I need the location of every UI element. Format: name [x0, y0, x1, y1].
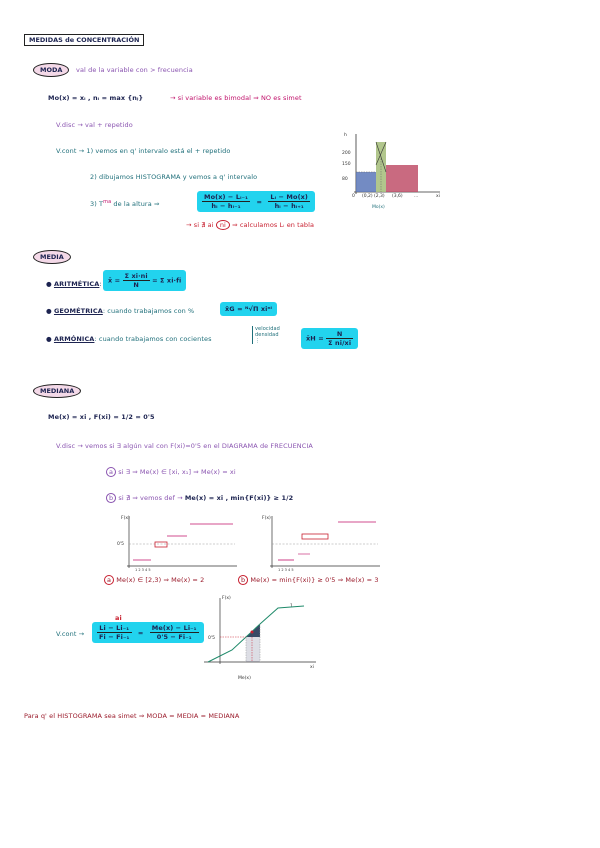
media-geo-row: ● GEOMÉTRICA: cuando trabajamos con % — [46, 307, 195, 315]
conclusion: Para q' el HISTOGRAMA sea simet ⇒ MODA = MEDIA = MEDIANA — [24, 712, 240, 720]
hist-x-mark: Mo(x) — [372, 205, 385, 210]
ogive-x-mark: Me(x) — [238, 676, 251, 681]
hist-x-tick-3: (3,6) — [392, 194, 403, 199]
hist-x-tick-1: (0,2) — [362, 194, 373, 199]
mediana-disc: V.disc → vemos si ∃ algún val con F(xi)=0'5 en el DIAGRAMA de FRECUENCIA — [56, 442, 313, 450]
media-arm-brace: velocidad densidad ⋮ — [252, 326, 280, 344]
hist-y-tick-200: 200 — [342, 151, 351, 156]
media-arm-box: x̄H = $\frac{N}{\text{Σ ni/xi}}$ — [301, 328, 358, 349]
svg-text:1 2 3 4 5: 1 2 3 4 5 — [135, 568, 151, 572]
hist-y-label: h — [344, 133, 347, 138]
mediana-chart-a — [115, 512, 245, 574]
svg-text:1 2 3 4 5: 1 2 3 4 5 — [278, 568, 294, 572]
media-arm-row: ● ARMÓNICA: cuando trabajamos con cocientes — [46, 335, 212, 343]
note-circle: ni — [216, 220, 230, 230]
ogive-one: 1 — [290, 604, 293, 609]
chart-a-half: 0'5 — [117, 542, 124, 547]
moda-fraction-box: $\frac{\text{Mo(x) − Lᵢ₋₁}}{\text{hᵢ − hᵢ₋₁}}$ = $\frac{\text{Lᵢ − Mo(x)}}{\text{hᵢ − hᵢ₊₁}}$ — [197, 191, 315, 212]
moda-cont-2: 2) dibujamos HISTOGRAMA y vemos a q' intervalo — [90, 173, 258, 181]
media-arit-box: x̄ = $\frac{\text{Σ xi·ni}}{N}$ = Σ xi·fi — [103, 270, 186, 291]
hist-x-tick-0: 0 — [352, 194, 355, 199]
moda-label: MODA — [33, 63, 69, 77]
moda-cont-1: V.cont → 1) vemos en q' intervalo está el + repetido — [56, 147, 231, 155]
media-arit-label: ARITMÉTICA — [53, 280, 100, 288]
hist-x-axis: xi — [436, 194, 440, 199]
ogive-y-label: F(x) — [222, 596, 231, 601]
page-title: MEDIDAS de CONCENTRACIÓN — [24, 34, 144, 46]
mediana-caption-a: a Me(x) ∈ [2,3) ⇒ Me(x) = 2 — [104, 576, 204, 584]
hist-x-tick-4: ... — [414, 194, 419, 199]
media-geo-box: x̄G = ᴺ√Π xiⁿⁱ — [220, 302, 277, 316]
ogive-half: 0'5 — [208, 636, 215, 641]
moda-cont-3: 3) $T^{ma}$ de la altura ⇒ — [90, 199, 160, 209]
moda-formula-note: → si variable es bimodal ⇒ NO es simet — [170, 94, 302, 102]
media-geo-label: GEOMÉTRICA — [53, 307, 103, 315]
media-arm-label: ARMÓNICA — [53, 335, 95, 343]
mediana-cont-box: $\frac{\text{Li − Li₋₁}}{\text{Fi − Fi₋₁}}$ = $\frac{\text{Me(x) − Li₋₁}}{\text{0'5 − Fi₋₁}}$ — [92, 622, 204, 643]
mediana-chart-b — [258, 512, 388, 574]
mediana-caption-b: b Me(x) = min{F(xi)} ≥ 0'5 ⇒ Me(x) = 3 — [238, 576, 379, 584]
mediana-case-b: b si ∄ ⇒ vemos def → Me(x) = xi , min{F(xi)} ≥ 1/2 — [106, 494, 293, 502]
chart-b-y-label: F(x) — [262, 516, 271, 521]
moda-formula: Mo(x) = xᵢ , nᵢ = max {nⱼ} — [48, 94, 144, 102]
hist-y-tick-150: 150 — [342, 162, 351, 167]
moda-disc: V.disc → val + repetido — [56, 121, 133, 129]
mediana-cont-top: ai — [115, 614, 122, 622]
mediana-ogive — [198, 592, 323, 682]
media-arit-row: ● ARITMÉTICA: — [46, 280, 102, 288]
hist-y-tick-80: 80 — [342, 177, 348, 182]
hist-x-tick-2: (2,3) — [374, 194, 385, 199]
mediana-label: MEDIANA — [33, 384, 81, 398]
ogive-x-label: xi — [310, 665, 314, 670]
hist-bar-3 — [386, 165, 418, 192]
hist-bar-1 — [356, 172, 376, 192]
moda-note: → si ∄ ai ni ⇒ calculamos Lᵢ en tabla — [186, 221, 315, 229]
moda-definition: val de la variable con > frecuencia — [76, 66, 193, 74]
moda-histogram — [336, 130, 446, 212]
mediana-case-a: a si ∃ ⇒ Me(x) ∈ [xi, x₁] ⇒ Me(x) = xi — [106, 468, 236, 476]
mediana-cont-label: V.cont → — [56, 630, 85, 638]
chart-a-y-label: F(x) — [121, 516, 130, 521]
mediana-def: Me(x) = xi , F(xi) = 1/2 = 0'5 — [48, 413, 155, 421]
media-label: MEDIA — [33, 250, 71, 264]
